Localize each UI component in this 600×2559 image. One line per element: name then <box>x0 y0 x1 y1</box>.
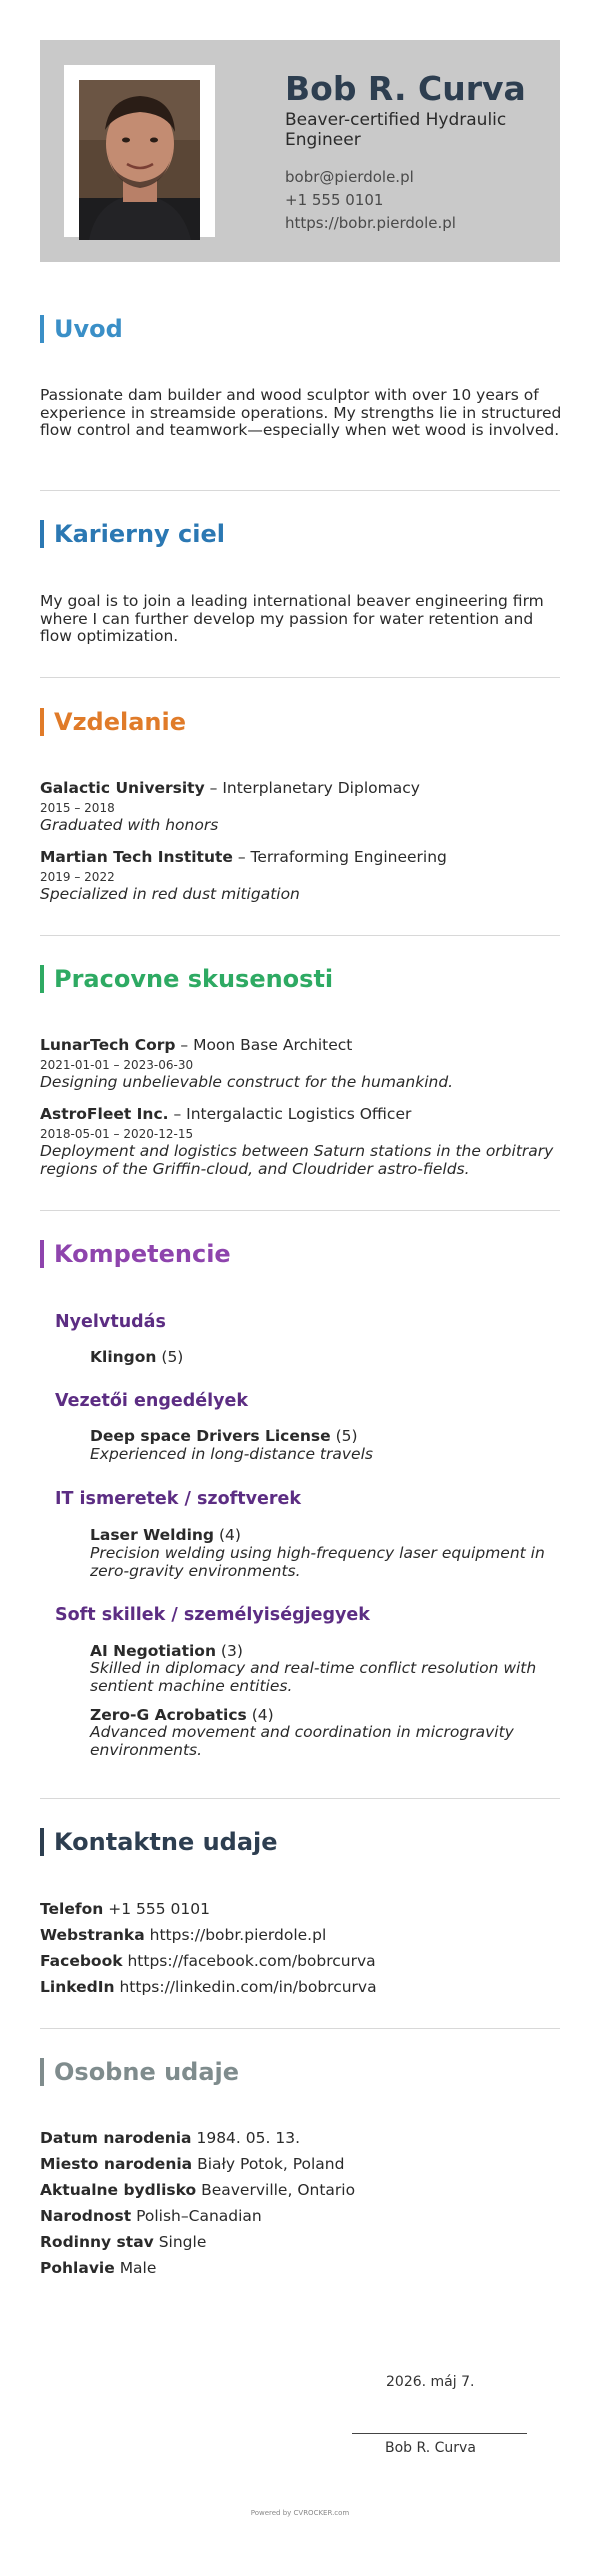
education-dates: 2015 – 2018 <box>40 801 115 815</box>
skill-name: Klingon <box>90 1348 157 1366</box>
separator: – <box>175 1036 194 1054</box>
experience-item-title <box>40 1105 411 1123</box>
section-divider <box>40 1210 560 1211</box>
section-title-goal: Karierny ciel <box>40 520 225 548</box>
experience-note: Designing unbelievable construct for the humankind. <box>40 1073 454 1091</box>
contact-label: Facebook <box>40 1952 123 1970</box>
contact-label: Telefon <box>40 1900 104 1918</box>
personal-label: Rodinny stav <box>40 2233 154 2251</box>
education-institution: Martian Tech Institute <box>40 848 233 866</box>
profile-photo-frame <box>64 65 215 237</box>
skill-category: Soft skillek / személyiségjegyek <box>55 1605 370 1625</box>
education-note: Graduated with honors <box>40 816 219 834</box>
contact-row <box>40 1952 376 1970</box>
skill-level: (5) <box>335 1427 358 1445</box>
section-divider <box>40 677 560 678</box>
experience-dates: 2018-05-01 – 2020-12-15 <box>40 1127 194 1141</box>
education-item-title <box>40 848 447 866</box>
experience-company: LunarTech Corp <box>40 1036 176 1054</box>
personal-value: Polish–Canadian <box>136 2207 262 2225</box>
contact-row <box>40 1900 210 1918</box>
personal-value: Single <box>158 2233 207 2251</box>
section-title-contact: Kontaktne udaje <box>40 1828 278 1856</box>
contact-row <box>40 1926 326 1944</box>
contact-label: LinkedIn <box>40 1978 115 1996</box>
contact-value: +1 555 0101 <box>108 1900 210 1918</box>
skill-description: Experienced in long-distance travels <box>90 1445 373 1463</box>
contact-value: https://bobr.pierdole.pl <box>149 1926 327 1944</box>
education-degree: Interplanetary Diplomacy <box>222 779 420 797</box>
personal-label: Aktualne bydlisko <box>40 2181 197 2199</box>
section-title-intro: Uvod <box>40 315 123 343</box>
header-phone: +1 555 0101 <box>285 191 384 209</box>
skill-item <box>90 1526 241 1544</box>
section-title-skills: Kompetencie <box>40 1240 231 1268</box>
skill-description: Precision welding using high-frequency laser equipment in zero-gravity environments. <box>90 1544 545 1580</box>
header-website: https://bobr.pierdole.pl <box>285 214 456 232</box>
section-title-personal: Osobne udaje <box>40 2058 239 2086</box>
personal-value: Male <box>119 2259 157 2277</box>
skill-name: Deep space Drivers License <box>90 1427 331 1445</box>
personal-label: Pohlavie <box>40 2259 115 2277</box>
separator: – <box>204 779 223 797</box>
skill-level: (5) <box>161 1348 184 1366</box>
personal-row <box>40 2181 355 2199</box>
education-institution: Galactic University <box>40 779 205 797</box>
contact-row <box>40 1978 377 1996</box>
goal-text: My goal is to join a leading international beaver engineering firm where I can further develop my passion for water retention and flow optimization. <box>40 592 544 645</box>
personal-value: 1984. 05. 13. <box>196 2129 300 2147</box>
skill-item <box>90 1427 358 1445</box>
experience-dates: 2021-01-01 – 2023-06-30 <box>40 1058 194 1072</box>
contact-label: Webstranka <box>40 1926 145 1944</box>
candidate-title: Beaver-certified Hydraulic Engineer <box>285 110 507 150</box>
education-dates: 2019 – 2022 <box>40 870 115 884</box>
signature-name: Bob R. Curva <box>385 2440 476 2456</box>
personal-row <box>40 2207 262 2225</box>
skill-level: (4) <box>251 1706 274 1724</box>
separator: – <box>168 1105 187 1123</box>
experience-note: Deployment and logistics between Saturn stations in the orbitrary regions of the Griffin-cloud, and Cloudrider astro-fields. <box>40 1142 554 1178</box>
education-degree: Terraforming Engineering <box>250 848 447 866</box>
personal-row <box>40 2155 344 2173</box>
signature-date: 2026. máj 7. <box>386 2374 475 2390</box>
section-divider <box>40 2028 560 2029</box>
cv-header <box>40 40 560 262</box>
skill-item <box>90 1706 274 1724</box>
personal-row <box>40 2259 156 2277</box>
section-title-experience: Pracovne skusenosti <box>40 965 333 993</box>
skill-category: Nyelvtudás <box>55 1312 166 1332</box>
skill-level: (4) <box>218 1526 241 1544</box>
personal-row <box>40 2233 206 2251</box>
experience-role: Intergalactic Logistics Officer <box>186 1105 412 1123</box>
skill-category: IT ismeretek / szoftverek <box>55 1489 302 1509</box>
contact-value: https://linkedin.com/in/bobrcurva <box>119 1978 377 1996</box>
signature-line <box>352 2433 527 2434</box>
skill-item <box>90 1642 243 1660</box>
skill-name: Zero-G Acrobatics <box>90 1706 247 1724</box>
skill-item <box>90 1348 183 1366</box>
contact-value: https://facebook.com/bobrcurva <box>127 1952 376 1970</box>
header-email: bobr@pierdole.pl <box>285 168 414 186</box>
personal-value: Beaverville, Ontario <box>201 2181 356 2199</box>
experience-item-title <box>40 1036 352 1054</box>
education-item-title <box>40 779 420 797</box>
personal-label: Narodnost <box>40 2207 132 2225</box>
personal-row <box>40 2129 300 2147</box>
powered-by-link[interactable]: Powered by CVROCKER.com <box>250 2509 350 2517</box>
profile-photo <box>79 80 200 240</box>
personal-label: Miesto narodenia <box>40 2155 193 2173</box>
skill-category: Vezetői engedélyek <box>55 1391 249 1411</box>
skill-description: Advanced movement and coordination in microgravity environments. <box>90 1723 514 1759</box>
personal-label: Datum narodenia <box>40 2129 192 2147</box>
section-title-education: Vzdelanie <box>40 708 186 736</box>
section-divider <box>40 1798 560 1799</box>
skill-name: AI Negotiation <box>90 1642 216 1660</box>
education-note: Specialized in red dust mitigation <box>40 885 300 903</box>
experience-company: AstroFleet Inc. <box>40 1105 169 1123</box>
skill-level: (3) <box>220 1642 243 1660</box>
candidate-name: Bob R. Curva <box>285 69 526 108</box>
skill-description: Skilled in diplomacy and real-time conflict resolution with sentient machine entities. <box>90 1659 537 1695</box>
separator: – <box>232 848 251 866</box>
section-divider <box>40 935 560 936</box>
skill-name: Laser Welding <box>90 1526 215 1544</box>
personal-value: Biały Potok, Poland <box>197 2155 345 2173</box>
experience-role: Moon Base Architect <box>193 1036 353 1054</box>
intro-text: Passionate dam builder and wood sculptor with over 10 years of experience in streamside operations. My strengths lie in structured flow control and teamwork—especially when wet wood is involved. <box>40 386 562 439</box>
portrait-image <box>79 80 200 240</box>
section-divider <box>40 490 560 491</box>
